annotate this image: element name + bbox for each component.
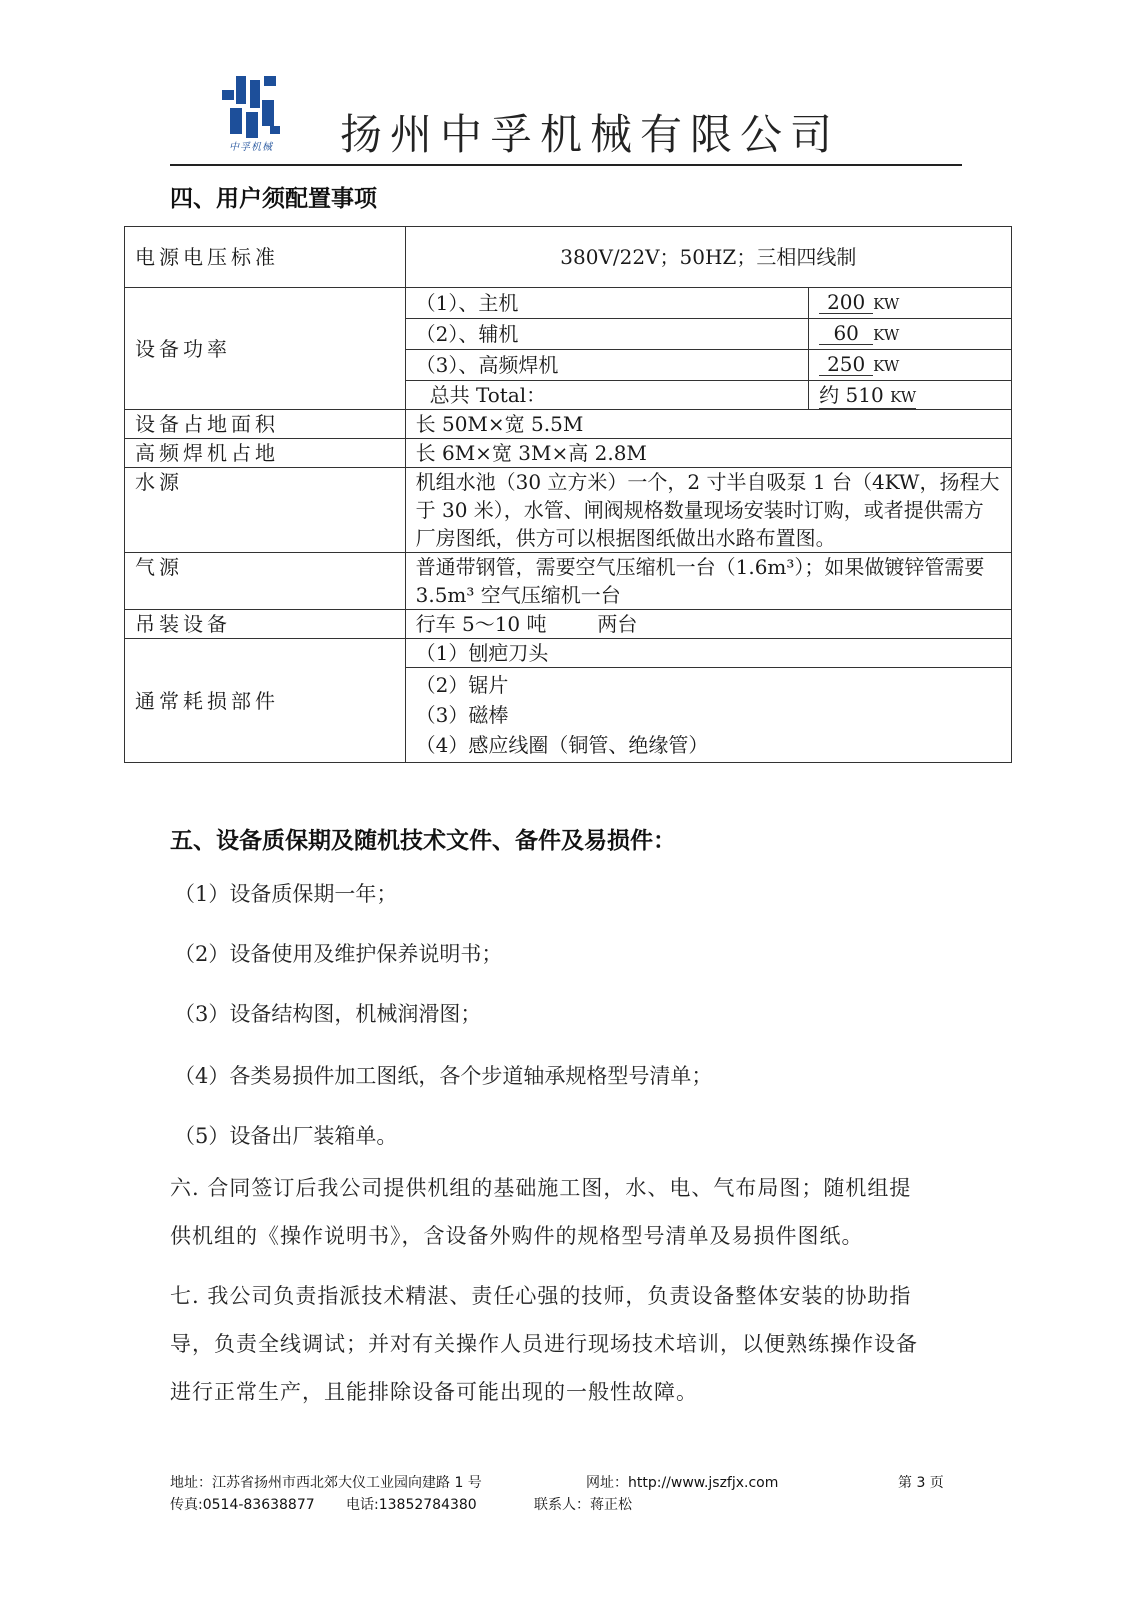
header-divider bbox=[170, 164, 962, 166]
water-source-value: 机组水池（30 立方米）一个，2 寸半自吸泵 1 台（4KW，扬程大于 30 米），水管、闸阀规格数量现场安装时订购，或者提供需方厂房图纸，供方可以根据图纸做出水路布置图。 bbox=[405, 468, 1011, 553]
section-5-item: （1）设备质保期一年； bbox=[174, 882, 398, 906]
company-logo bbox=[222, 76, 282, 138]
power-supply-label: 电源电压标准 bbox=[125, 227, 406, 288]
welder-area-label: 高频焊机占地 bbox=[125, 439, 406, 468]
footer-fax: 传真:0514-83638877 bbox=[170, 1497, 315, 1513]
section-4-title: 四、用户须配置事项 bbox=[170, 186, 377, 212]
section-7-line: 导，负责全线调试；并对有关操作人员进行现场技术培训，以便熟练操作设备 bbox=[170, 1332, 918, 1356]
wear-parts-label: 通常耗损部件 bbox=[125, 639, 406, 763]
section-5-item: （2）设备使用及维护保养说明书； bbox=[174, 942, 503, 966]
section-6-paragraph bbox=[170, 1164, 970, 1260]
section-6-line: 供机组的《操作说明书》，含设备外购件的规格型号清单及易损件图纸。 bbox=[170, 1224, 864, 1248]
config-table bbox=[124, 226, 1012, 763]
section-7-line: 七. 我公司负责指派技术精湛、责任心强的技师，负责设备整体安装的协助指 bbox=[170, 1284, 912, 1308]
wear-part-item: （1）刨疤刀头 bbox=[405, 639, 1011, 668]
footer-website[interactable]: 网址：http://www.jszfjx.com bbox=[586, 1475, 779, 1491]
section-7-line: 进行正常生产，且能排除设备可能出现的一般性故障。 bbox=[170, 1380, 698, 1404]
floor-area-value: 长 50M×宽 5.5M bbox=[405, 410, 1011, 439]
water-source-label: 水源 bbox=[125, 468, 406, 553]
lifting-equipment-label: 吊装设备 bbox=[125, 610, 406, 639]
power-row-aux: （2）、辅机 bbox=[405, 319, 809, 350]
welder-area-value: 长 6M×宽 3M×高 2.8M bbox=[405, 439, 1011, 468]
floor-area-label: 设备占地面积 bbox=[125, 410, 406, 439]
company-name: 扬州中孚机械有限公司 bbox=[340, 110, 841, 159]
wear-parts-list bbox=[405, 668, 1011, 763]
power-row-main: （1）、主机 bbox=[405, 288, 809, 319]
wear-part-item: （4）感应线圈（铜管、绝缘管） bbox=[415, 733, 709, 757]
section-5-item: （4）各类易损件加工图纸，各个步道轴承规格型号清单； bbox=[174, 1064, 713, 1088]
power-supply-value: 380V/22V；50HZ；三相四线制 bbox=[405, 227, 1011, 288]
footer-phone: 电话:13852784380 bbox=[346, 1497, 477, 1513]
air-source-value: 普通带钢管，需要空气压缩机一台（1.6m³）；如果做镀锌管需要 3.5m³ 空气压缩机一台 bbox=[405, 553, 1011, 610]
footer-contact: 联系人：蒋正松 bbox=[534, 1497, 632, 1513]
footer-address: 地址：江苏省扬州市西北郊大仪工业园向建路 1 号 bbox=[170, 1475, 482, 1491]
section-7-paragraph bbox=[170, 1272, 970, 1416]
power-row-main-value: 200 KW bbox=[809, 288, 1012, 319]
power-total-value: 约 510 KW bbox=[809, 381, 1012, 410]
lifting-equipment-value: 行车 5～10 吨 两台 bbox=[405, 610, 1011, 639]
logo-text: 中孚机械 bbox=[229, 142, 273, 153]
air-source-label: 气源 bbox=[125, 553, 406, 610]
equipment-power-label: 设备功率 bbox=[125, 288, 406, 410]
wear-part-item: （3）磁棒 bbox=[415, 703, 509, 727]
section-5-item: （5）设备出厂装箱单。 bbox=[174, 1124, 398, 1148]
power-total-label: 总共 Total： bbox=[405, 381, 809, 410]
power-row-welder-value: 250 KW bbox=[809, 350, 1012, 381]
wear-part-item: （2）锯片 bbox=[415, 673, 509, 697]
power-row-welder: （3）、高频焊机 bbox=[405, 350, 809, 381]
section-6-line: 六. 合同签订后我公司提供机组的基础施工图，水、电、气布局图；随机组提 bbox=[170, 1176, 912, 1200]
section-5-title: 五、设备质保期及随机技术文件、备件及易损件： bbox=[170, 828, 676, 854]
section-5-item: （3）设备结构图，机械润滑图； bbox=[174, 1002, 482, 1026]
power-row-aux-value: 60 KW bbox=[809, 319, 1012, 350]
page-number: 第 3 页 bbox=[898, 1475, 944, 1491]
